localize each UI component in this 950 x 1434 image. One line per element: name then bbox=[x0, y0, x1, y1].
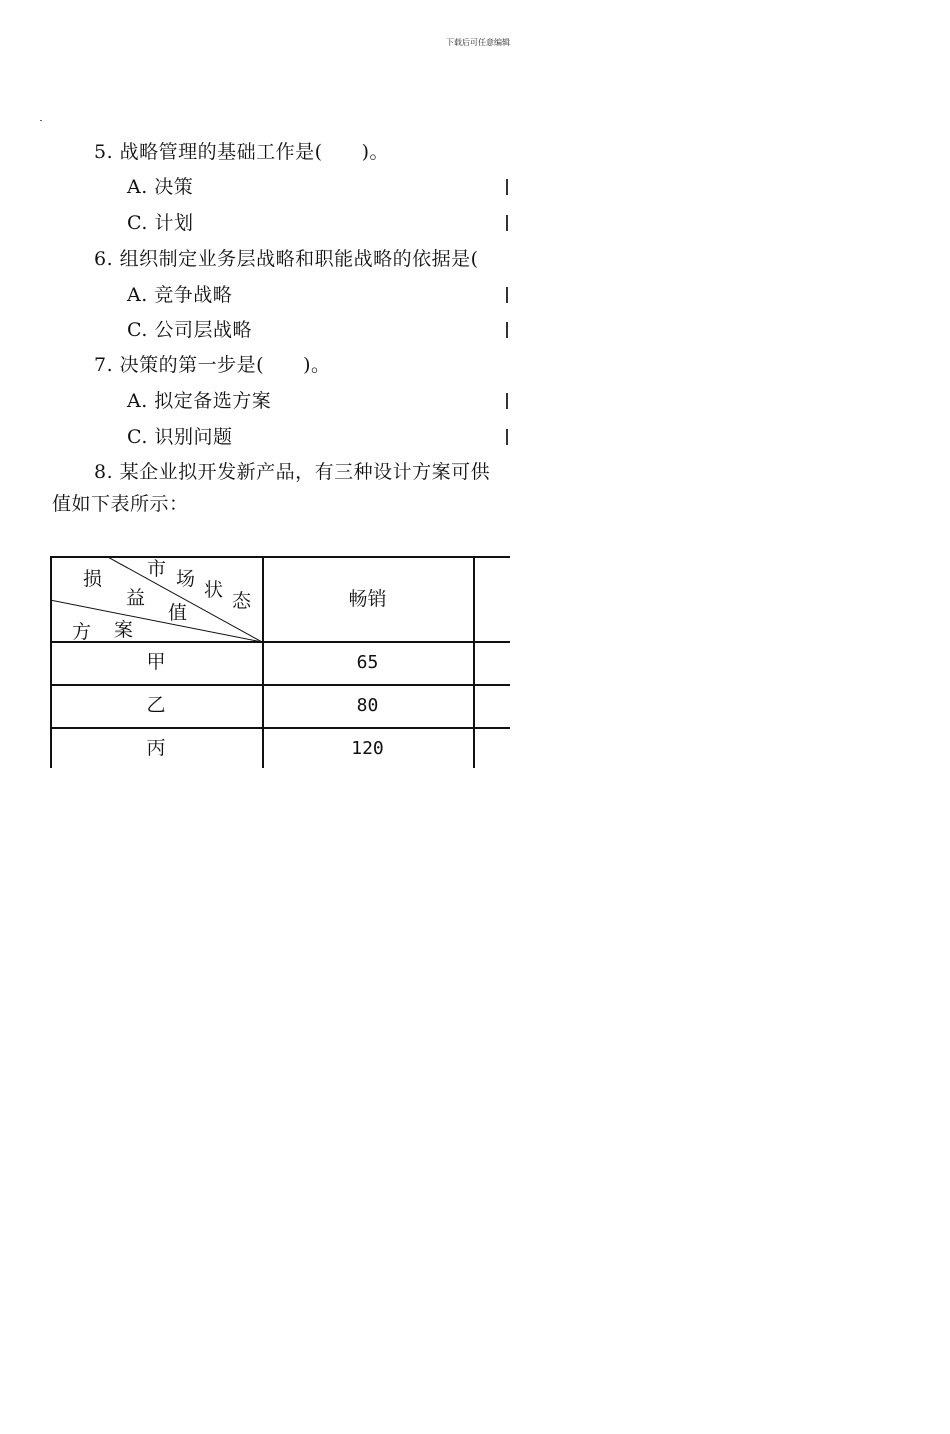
question-5-option-c: C. 计划 bbox=[127, 212, 194, 234]
question-8-stem-continued: 值如下表所示： bbox=[52, 493, 189, 515]
table-row-value: 65 bbox=[356, 652, 379, 673]
table-rule bbox=[50, 556, 510, 558]
question-7-stem: 7. 决策的第一步是( )。 bbox=[94, 354, 331, 376]
question-5-option-a: A. 决策 bbox=[127, 176, 194, 198]
header-label-char: 值 bbox=[168, 602, 188, 624]
question-8-stem: 8. 某企业拟开发新产品，有三种设计方案可供 bbox=[94, 461, 491, 483]
header-label-char: 方 bbox=[72, 621, 92, 643]
header-note: 下载后可任意编辑 bbox=[446, 38, 510, 47]
table-rule bbox=[50, 684, 510, 686]
cropped-area bbox=[510, 100, 950, 800]
table-rule bbox=[50, 727, 510, 729]
table-row-plan: 丙 bbox=[146, 737, 166, 759]
question-6-stem: 6. 组织制定业务层战略和职能战略的依据是( bbox=[94, 248, 479, 270]
scan-speck bbox=[40, 120, 42, 121]
header-label-char: 态 bbox=[232, 590, 252, 612]
payoff-table bbox=[50, 556, 510, 768]
header-label-char: 场 bbox=[176, 568, 196, 590]
table-row-plan: 乙 bbox=[146, 694, 166, 716]
header-label-char: 损 bbox=[83, 568, 103, 590]
header-label-char: 状 bbox=[204, 579, 224, 601]
table-rule bbox=[473, 556, 475, 768]
question-7-option-a: A. 拟定备选方案 bbox=[127, 390, 272, 412]
question-7-option-c: C. 识别问题 bbox=[127, 426, 233, 448]
question-6-option-a: A. 竞争战略 bbox=[127, 284, 233, 306]
header-label-char: 市 bbox=[147, 558, 167, 580]
table-row-value: 80 bbox=[356, 695, 379, 716]
header-label-char: 益 bbox=[126, 587, 146, 609]
question-6-option-c: C. 公司层战略 bbox=[127, 319, 252, 341]
header-label-char: 案 bbox=[114, 619, 134, 641]
table-row-plan: 甲 bbox=[146, 651, 166, 673]
table-rule bbox=[50, 641, 510, 643]
question-5-stem: 5. 战略管理的基础工作是( )。 bbox=[94, 141, 389, 163]
column-header-changxiao: 畅销 bbox=[348, 588, 387, 610]
table-row-value: 120 bbox=[351, 738, 384, 759]
